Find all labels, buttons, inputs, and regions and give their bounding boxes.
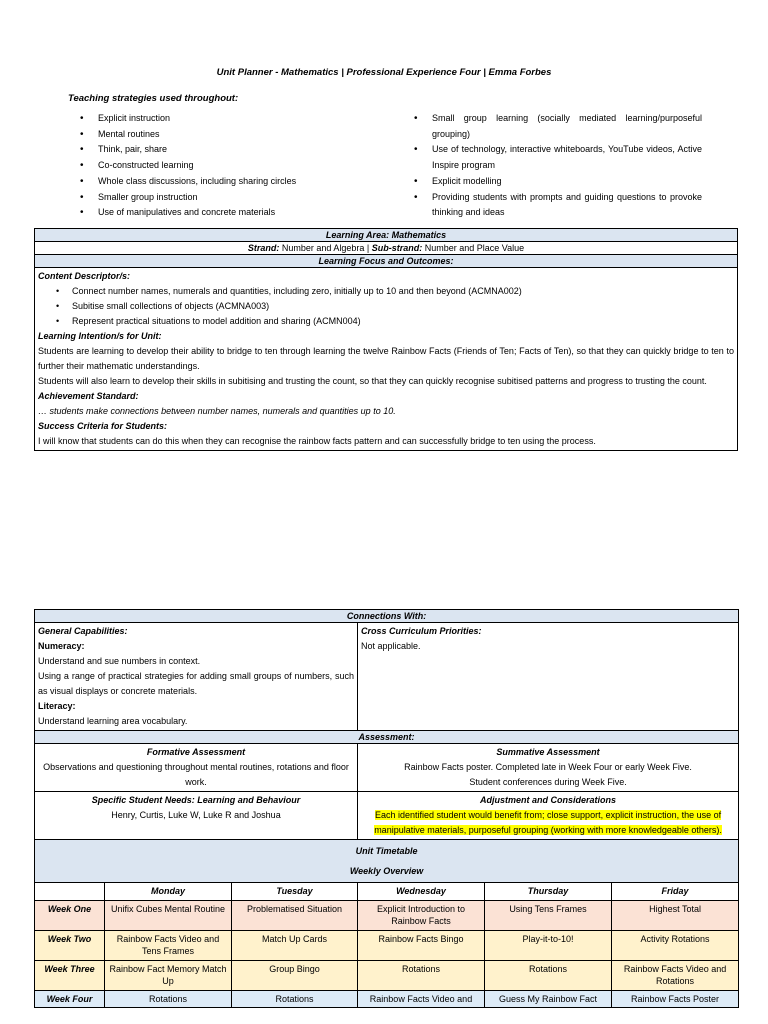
student-needs-text: Henry, Curtis, Luke W, Luke R and Joshua	[111, 810, 281, 820]
strategy-item: • Smaller group instruction	[80, 190, 380, 206]
strand-value: Number and Algebra |	[281, 243, 370, 253]
strategy-item: • Explicit instruction	[80, 111, 380, 127]
timetable-row	[35, 900, 739, 930]
timetable-cell: Explicit Introduction to Rainbow Facts	[358, 900, 485, 930]
cross-curriculum-label: Cross Curriculum Priorities:	[361, 626, 482, 636]
learning-area-header: Learning Area: Mathematics	[35, 229, 738, 242]
formative-label: Formative Assessment	[146, 747, 246, 757]
timetable-cell: Rainbow Facts Video and Tens Frames	[105, 930, 232, 960]
timetable-cell: Rainbow Fact Memory Match Up	[105, 960, 232, 990]
day-header: Thursday	[485, 883, 612, 901]
timetable-cell: Rotations	[105, 990, 232, 1008]
strategy-item: • Think, pair, share	[80, 142, 380, 158]
general-capabilities-label: General Capabilities:	[38, 626, 128, 636]
day-header: Wednesday	[358, 883, 485, 901]
learning-area-table	[34, 228, 738, 451]
timetable-cell: Highest Total	[612, 900, 739, 930]
strategies-list-right	[414, 111, 702, 221]
learning-intention-text: Students will also learn to develop their skills in subitising and trusting the count, so that they can quickly recognise subitised patterns and progress to trusting the count.	[38, 376, 707, 386]
week-label: Week Four	[35, 990, 105, 1008]
numeracy-text: Understand and sue numbers in context.	[38, 656, 201, 666]
strategy-item: • Co-constructed learning	[80, 158, 380, 174]
timetable-subheader: Weekly Overview	[349, 866, 424, 876]
week-label: Week Two	[35, 930, 105, 960]
strategy-item: • Providing students with prompts and guiding questions to provoke thinking and ideas	[414, 190, 702, 221]
timetable-cell: Rainbow Facts Bingo	[358, 930, 485, 960]
week-label: Week Three	[35, 960, 105, 990]
formative-text: Observations and questioning throughout mental routines, rotations and floor work.	[43, 762, 349, 787]
strategy-item: • Small group learning (socially mediated learning/purposeful grouping)	[414, 111, 702, 142]
assessment-header: Assessment:	[35, 731, 739, 744]
adjustment-label: Adjustment and Considerations	[480, 795, 617, 805]
timetable-cell: Match Up Cards	[232, 930, 358, 960]
student-needs-label: Specific Student Needs: Learning and Behaviour	[91, 795, 301, 805]
substrand-value: Number and Place Value	[424, 243, 525, 253]
strategy-item: • Explicit modelling	[414, 174, 702, 190]
corner-cell	[35, 883, 105, 901]
timetable-cell: Rotations	[232, 990, 358, 1008]
timetable-row	[35, 960, 739, 990]
cross-curriculum-cell	[358, 623, 739, 731]
strategy-item: • Use of manipulatives and concrete materials	[80, 205, 380, 221]
substrand-label: Sub-strand:	[371, 243, 423, 253]
content-descriptors-list	[38, 284, 734, 329]
week-label: Week One	[35, 900, 105, 930]
strand-row	[35, 242, 738, 255]
strategies-heading: Teaching strategies used throughout:	[68, 93, 239, 104]
strategy-item: • Use of technology, interactive whiteboards, YouTube videos, Active Inspire program	[414, 142, 702, 173]
summative-text: Rainbow Facts poster. Completed late in Week Four or early Week Five.	[404, 762, 692, 772]
strategy-item: • Mental routines	[80, 127, 380, 143]
strategies-list-left	[80, 111, 380, 221]
numeracy-text: Using a range of practical strategies for adding small groups of numbers, such as visual displays or concrete materials.	[38, 671, 354, 696]
day-header: Friday	[612, 883, 739, 901]
strategy-item: • Whole class discussions, including sharing circles	[80, 174, 380, 190]
adjustment-text: Each identified student would benefit from; close support, explicit instruction, the use of manipulative materials, purposeful grouping (working with more knowledgeable others).	[374, 810, 722, 835]
timetable-cell: Rotations	[485, 960, 612, 990]
timetable-header: Unit Timetable	[355, 846, 418, 856]
outcomes-cell	[35, 268, 738, 451]
timetable-cell: Using Tens Frames	[485, 900, 612, 930]
timetable-cell: Group Bingo	[232, 960, 358, 990]
timetable-cell: Rainbow Facts Video and Rotations	[612, 960, 739, 990]
timetable-cell: Rainbow Facts Video and	[358, 990, 485, 1008]
timetable-row	[35, 990, 739, 1008]
literacy-label: Literacy:	[38, 701, 76, 711]
content-descriptor: • Represent practical situations to model addition and sharing (ACMN004)	[72, 314, 734, 329]
timetable-cell: Problematised Situation	[232, 900, 358, 930]
numeracy-label: Numeracy:	[38, 641, 85, 651]
achievement-text: … students make connections between number names, numerals and quantities up to 10.	[38, 406, 396, 416]
content-descriptors-label: Content Descriptor/s:	[38, 271, 131, 281]
learning-intention-text: Students are learning to develop their ability to bridge to ten through learning the twelve Rainbow Facts (Friends of Ten; Facts of Ten), so that they can quickly bridge to ten to further their mathematic understandings.	[38, 346, 734, 371]
learning-intention-label: Learning Intention/s for Unit:	[38, 331, 162, 341]
formative-cell	[35, 744, 358, 792]
timetable-cell: Unifix Cubes Mental Routine	[105, 900, 232, 930]
timetable-cell: Guess My Rainbow Fact	[485, 990, 612, 1008]
connections-header: Connections With:	[35, 610, 739, 623]
adjustment-cell	[358, 792, 739, 840]
student-needs-cell	[35, 792, 358, 840]
achievement-label: Achievement Standard:	[38, 391, 139, 401]
success-label: Success Criteria for Students:	[38, 421, 168, 431]
general-capabilities-cell	[35, 623, 358, 731]
content-descriptor: • Connect number names, numerals and quantities, including zero, initially up to 10 and then beyond (ACMNA002)	[72, 284, 734, 299]
day-header: Tuesday	[232, 883, 358, 901]
connections-table	[34, 609, 739, 1008]
timetable-header-cell	[35, 840, 739, 883]
timetable-cell: Play-it-to-10!	[485, 930, 612, 960]
summative-cell	[358, 744, 739, 792]
summative-label: Summative Assessment	[496, 747, 600, 757]
timetable-cell: Rotations	[358, 960, 485, 990]
literacy-text: Understand learning area vocabulary.	[38, 716, 188, 726]
strand-label: Strand:	[247, 243, 280, 253]
page-title: Unit Planner - Mathematics | Professional Experience Four | Emma Forbes	[216, 67, 552, 78]
focus-header: Learning Focus and Outcomes:	[35, 255, 738, 268]
summative-text: Student conferences during Week Five.	[469, 777, 627, 787]
timetable-row	[35, 930, 739, 960]
day-header: Monday	[105, 883, 232, 901]
timetable-cell: Rainbow Facts Poster	[612, 990, 739, 1008]
content-descriptor: • Subitise small collections of objects (ACMNA003)	[72, 299, 734, 314]
success-text: I will know that students can do this when they can recognise the rainbow facts pattern and can successfully bridge to ten using the process.	[38, 436, 596, 446]
timetable-cell: Activity Rotations	[612, 930, 739, 960]
cross-curriculum-text: Not applicable.	[361, 641, 421, 651]
